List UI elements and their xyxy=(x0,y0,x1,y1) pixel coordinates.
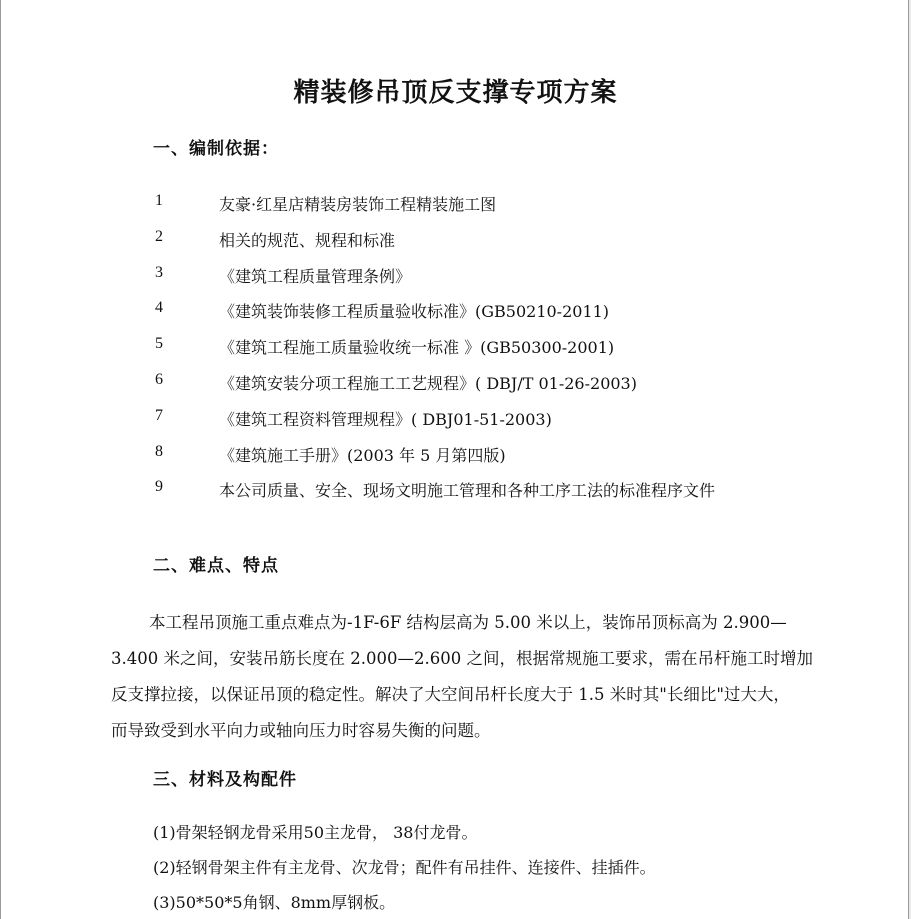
list-item-number: 7 xyxy=(155,406,163,424)
paragraph-line: 3.400 米之间，安装吊筋长度在 2.000—2.600 之间，根据常规施工要求，需在吊杆施工时增加 xyxy=(111,649,813,668)
list-item-number: 8 xyxy=(155,442,163,460)
paragraph-line: 而导致受到水平向力或轴向压力时容易失衡的问题。 xyxy=(111,721,491,740)
list-item-text: 《建筑安装分项工程施工工艺规程》( DBJ/T 01-26-2003) xyxy=(219,373,637,393)
section-heading-materials: 三、材料及构配件 xyxy=(153,770,297,790)
list-item-text: 《建筑工程施工质量验收统一标准 》(GB50300-2001) xyxy=(219,338,615,358)
list-item-text: 《建筑工程质量管理条例》 xyxy=(219,266,412,286)
section-heading-basis: 一、编制依据： xyxy=(153,139,279,159)
list-item-number: 3 xyxy=(155,263,163,281)
material-line: (3)50*50*5角钢、8mm厚钢板。 xyxy=(153,893,396,912)
list-item-text: 友豪·红星店精装房装饰工程精装施工图 xyxy=(219,195,497,214)
list-item-number: 5 xyxy=(155,335,163,353)
list-item-text: 《建筑装饰装修工程质量验收标准》(GB50210-2011) xyxy=(219,302,610,322)
paragraph-line: 本工程吊顶施工重点难点为-1F-6F 结构层高为 5.00 米以上，装饰吊顶标高为 2.900— xyxy=(149,613,787,632)
material-line: (2)轻钢骨架主件有主龙骨、次龙骨；配件有吊挂件、连接件、挂插件。 xyxy=(153,858,656,877)
list-item-number: 2 xyxy=(155,227,163,245)
list-item-text: 本公司质量、安全、现场文明施工管理和各种工序工法的标准程序文件 xyxy=(219,481,716,501)
list-item-number: 1 xyxy=(155,192,163,209)
paragraph-line: 反支撑拉接，以保证吊顶的稳定性。解决了大空间吊杆长度大于 1.5 米时其"长细比"过大大， xyxy=(111,685,790,704)
document-title: 精装修吊顶反支撑专项方案 xyxy=(293,78,618,108)
list-item-number: 9 xyxy=(155,478,163,496)
list-item-number: 4 xyxy=(155,299,163,317)
list-item-text: 《建筑工程资料管理规程》( DBJ01-51-2003) xyxy=(219,409,552,429)
section-heading-difficulties: 二、难点、特点 xyxy=(153,556,279,576)
list-item-number: 6 xyxy=(155,370,163,388)
material-line: (1)骨架轻钢龙骨采用50主龙骨， 38付龙骨。 xyxy=(153,823,478,842)
list-item-text: 相关的规范、规程和标准 xyxy=(219,230,396,250)
list-item-text: 《建筑施工手册》(2003 年 5 月第四版) xyxy=(219,445,506,465)
